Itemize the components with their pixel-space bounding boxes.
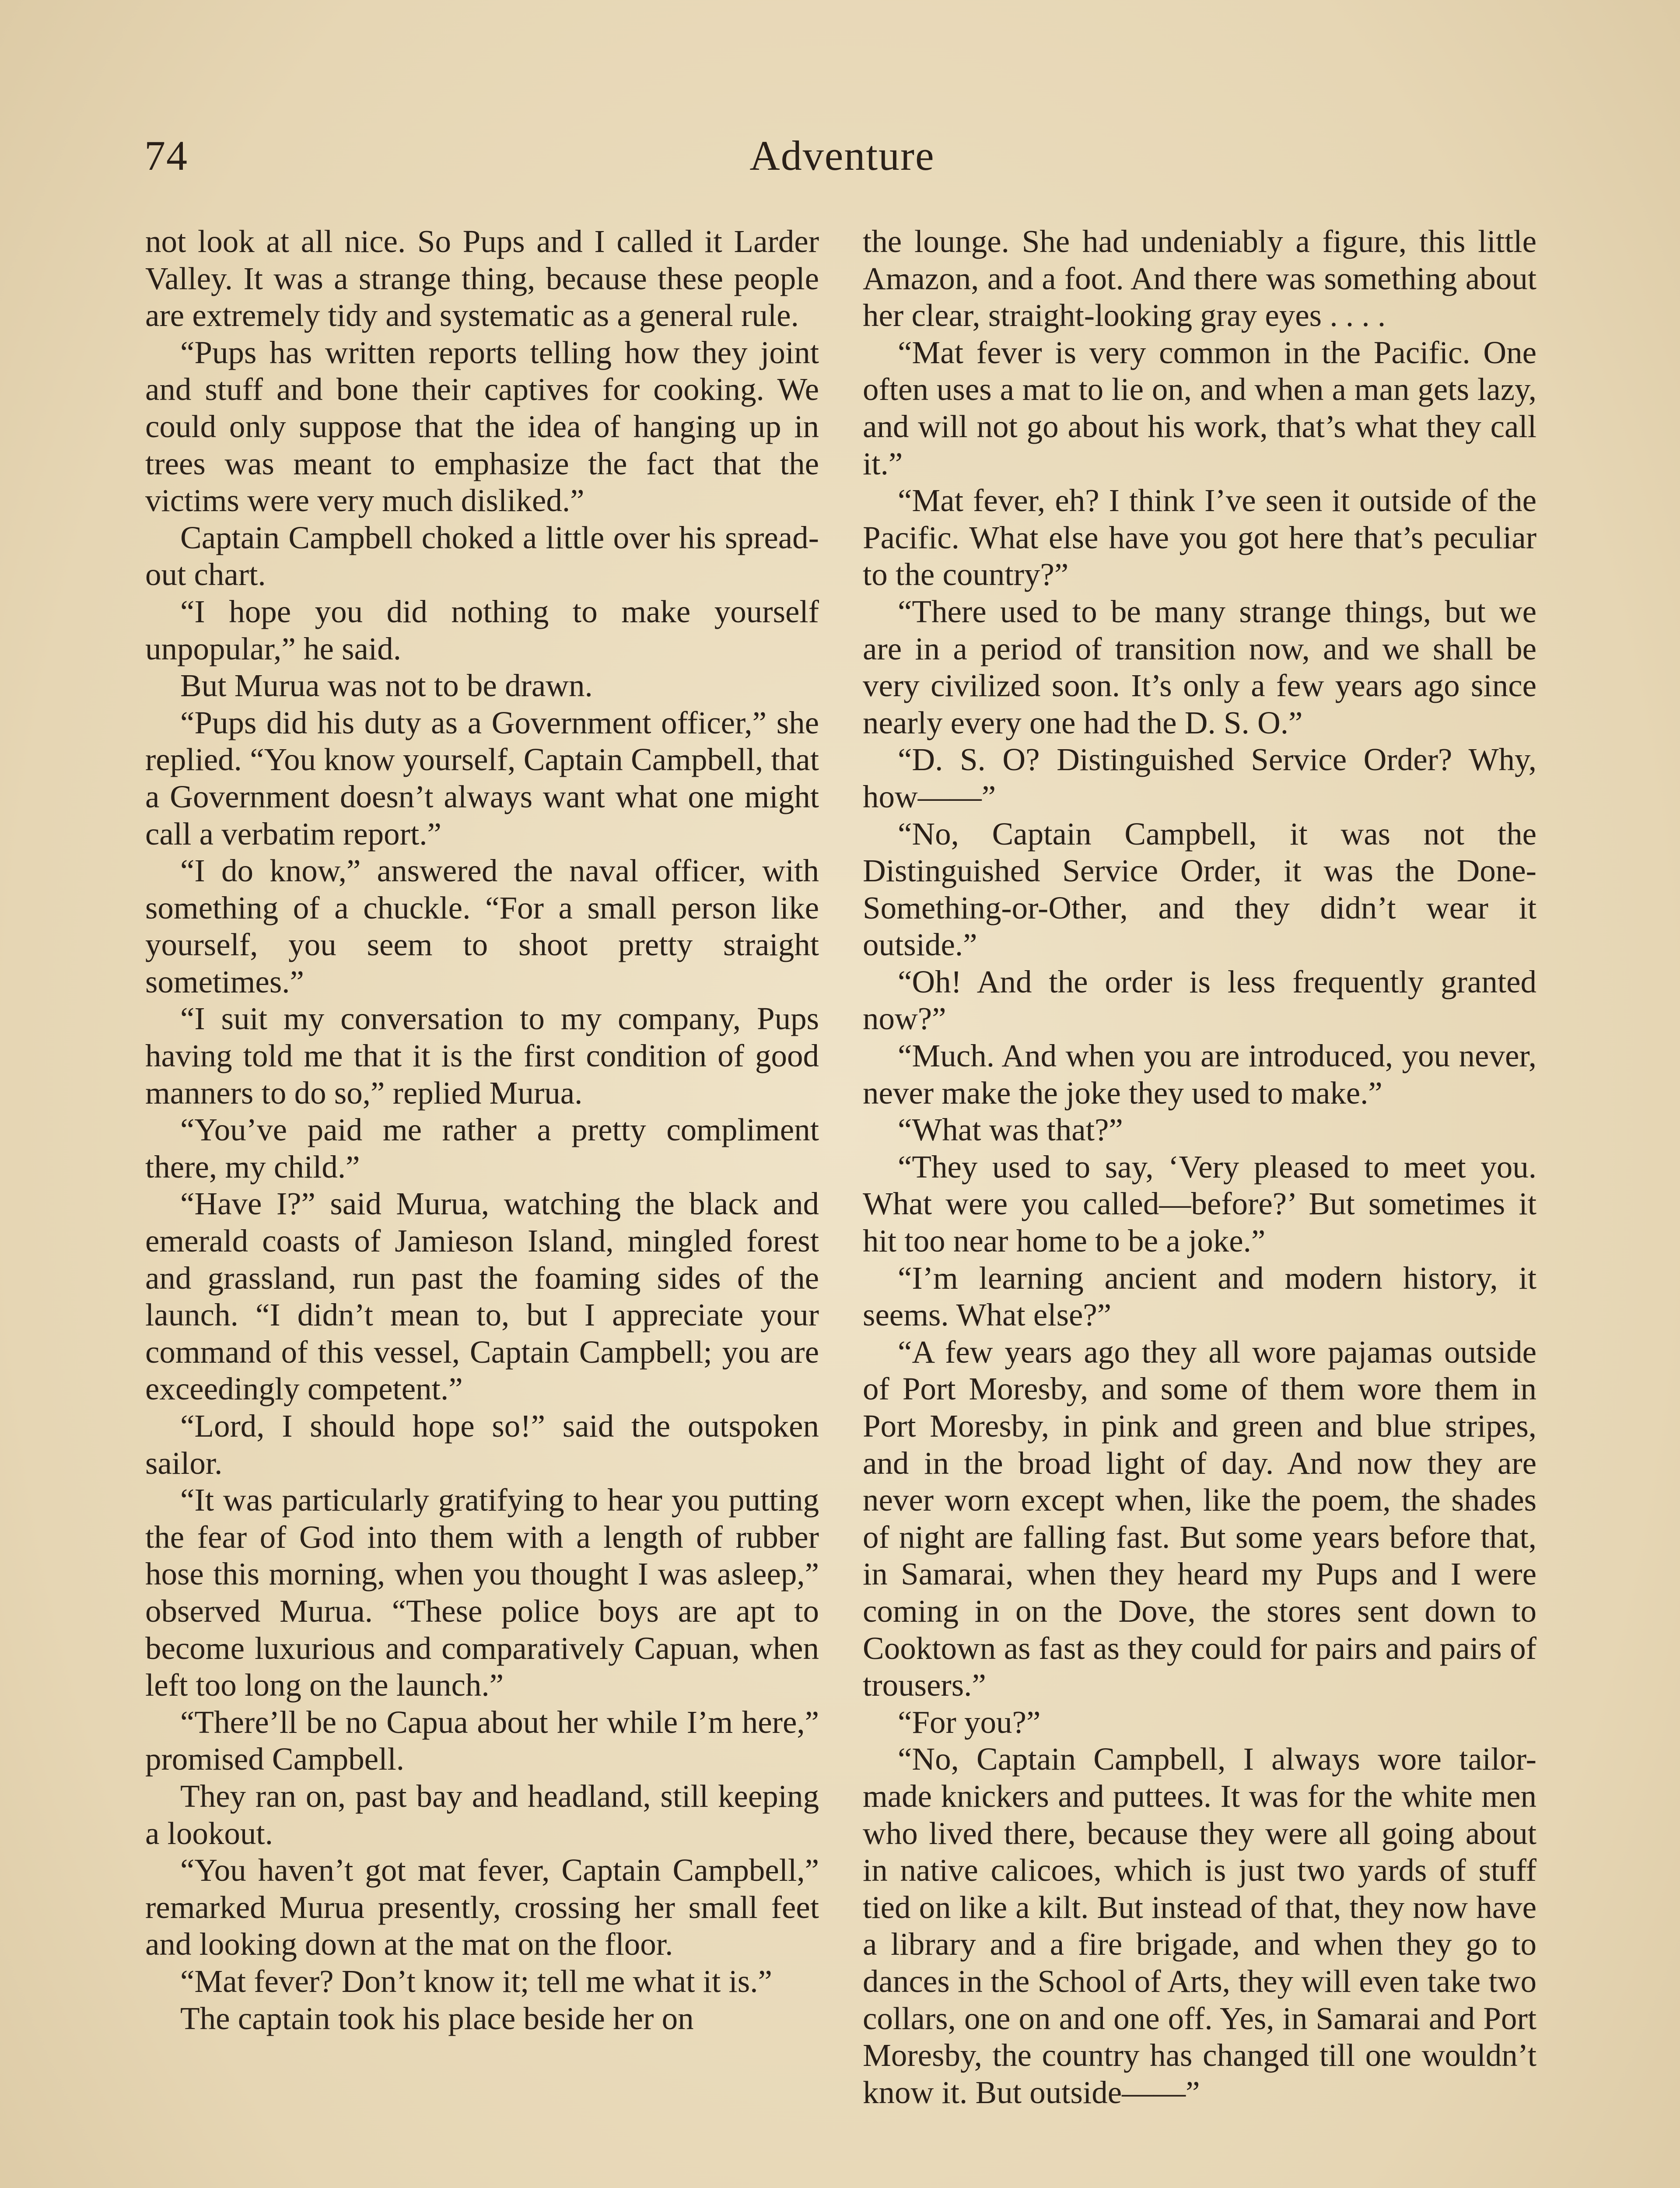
paragraph: “It was particularly gratifying to hear you putting the fear of God into them with a length of rubber hose this morning, when you thought I was asleep,” observed Murua. “These police boys are apt to become luxurious and comparatively Capuan, when left too long on the launch.” xyxy=(145,1482,819,1703)
page-number: 74 xyxy=(144,132,188,179)
paragraph: “Mat fever? Don’t know it; tell me what it is.” xyxy=(180,1963,772,1999)
running-title: Adventure xyxy=(749,132,935,179)
paragraph: “They used to say, ‘Very pleased to meet you. What were you called—before?’ But sometimes it hit too near home to be a joke.” xyxy=(863,1149,1536,1259)
paragraph: “Pups did his duty as a Government officer,” she replied. “You know yourself, Captain Campbell, that a Government doesn’t always want what one might call a verbatim report.” xyxy=(145,705,819,852)
paragraph: “For you?” xyxy=(898,1704,1041,1740)
paragraph: “A few years ago they all wore pajamas outside of Port Moresby, and some of them wore them in Port Moresby, in pink and green and blue stripes, and in the broad light of day. And now they are never worn except when, like the poem, the shades of night are falling fast. But some years before that, in Samarai, when they heard my Pups and I were coming in on the Dove, the stores sent down to Cooktown as fast as they could for pairs and pairs of trousers.” xyxy=(863,1334,1536,1703)
paragraph: But Murua was not to be drawn. xyxy=(180,668,593,704)
paragraph: not look at all nice. So Pups and I called it Larder Valley. It was a strange thing, because these people are extremely tidy and systematic as a general rule. xyxy=(145,224,819,333)
paragraph: “Lord, I should hope so!” said the outspoken sailor. xyxy=(145,1408,819,1481)
paragraph: The captain took his place beside her on xyxy=(180,2000,694,2036)
paragraph: “I suit my conversation to my company, Pups having told me that it is the first condition of good manners to do so,” replied Murua. xyxy=(145,1001,819,1111)
paragraph: “I hope you did nothing to make yourself unpopular,” he said. xyxy=(145,593,819,666)
paragraph: “You haven’t got mat fever, Captain Campbell,” remarked Murua presently, crossing her small feet and looking down at the mat on the floor. xyxy=(145,1852,819,1962)
paragraph: “I do know,” answered the naval officer, with something of a chuckle. “For a small person like yourself, you seem to shoot pretty straight sometimes.” xyxy=(145,853,819,999)
paragraph: “There’ll be no Capua about her while I’m here,” promised Campbell. xyxy=(145,1704,819,1777)
paragraph: “Mat fever, eh? I think I’ve seen it outside of the Pacific. What else have you got here that’s peculiar to the country?” xyxy=(863,483,1536,593)
paragraph: “No, Captain Campbell, I always wore tailor-made knickers and puttees. It was for the white men who lived there, because they were all going about in native calicoes, which is just two yards of stuff tied on like a kilt. But instead of that, they now have a library and a fire brigade, and when they go to dances in the School of Arts, they will even take two collars, one on and one off. Yes, in Samarai and Port Moresby, the country has changed till one wouldn’t know it. But outside——” xyxy=(863,1741,1536,2110)
paragraph: “I’m learning ancient and modern history, it seems. What else?” xyxy=(863,1260,1536,1333)
paragraph: “D. S. O? Distinguished Service Order? Why, how——” xyxy=(863,742,1536,814)
paragraph: “There used to be many strange things, but we are in a period of transition now, and we shall be very civilized soon. It’s only a few years ago since nearly every one had the D. S. O.” xyxy=(863,593,1536,740)
paragraph: “Have I?” said Murua, watching the black and emerald coasts of Jamieson Island, mingled forest and grassland, run past the foaming sides of the launch. “I didn’t mean to, but I appreciate your command of this vessel, Captain Campbell; you are exceedingly competent.” xyxy=(145,1186,819,1407)
paragraph: “Oh! And the order is less frequently granted now?” xyxy=(863,964,1536,1037)
text-column-right xyxy=(863,223,1536,2111)
page-header xyxy=(144,131,1540,193)
paragraph: They ran on, past bay and headland, still keeping a lookout. xyxy=(145,1778,819,1851)
paragraph: “Much. And when you are introduced, you never, never make the joke they used to make.” xyxy=(863,1038,1536,1111)
paragraph: “What was that?” xyxy=(898,1112,1123,1148)
paragraph: “No, Captain Campbell, it was not the Distinguished Service Order, it was the Done-Something-or-Other, and they didn’t wear it outside.” xyxy=(863,816,1536,963)
paragraph: Captain Campbell choked a little over his spread-out chart. xyxy=(145,519,819,593)
paragraph: “You’ve paid me rather a pretty compliment there, my child.” xyxy=(145,1112,819,1185)
paragraph: “Mat fever is very common in the Pacific. One often uses a mat to lie on, and when a man gets lazy, and will not go about his work, that’s what they call it.” xyxy=(863,334,1536,481)
paragraph: the lounge. She had undeniably a figure, this little Amazon, and a foot. And there was something about her clear, straight-looking gray eyes . . . . xyxy=(863,224,1536,333)
paragraph: “Pups has written reports telling how they joint and stuff and bone their captives for cooking. We could only suppose that the idea of hanging up in trees was meant to emphasize the fact that the victims were very much disliked.” xyxy=(145,334,819,519)
text-column-left xyxy=(145,223,819,2037)
